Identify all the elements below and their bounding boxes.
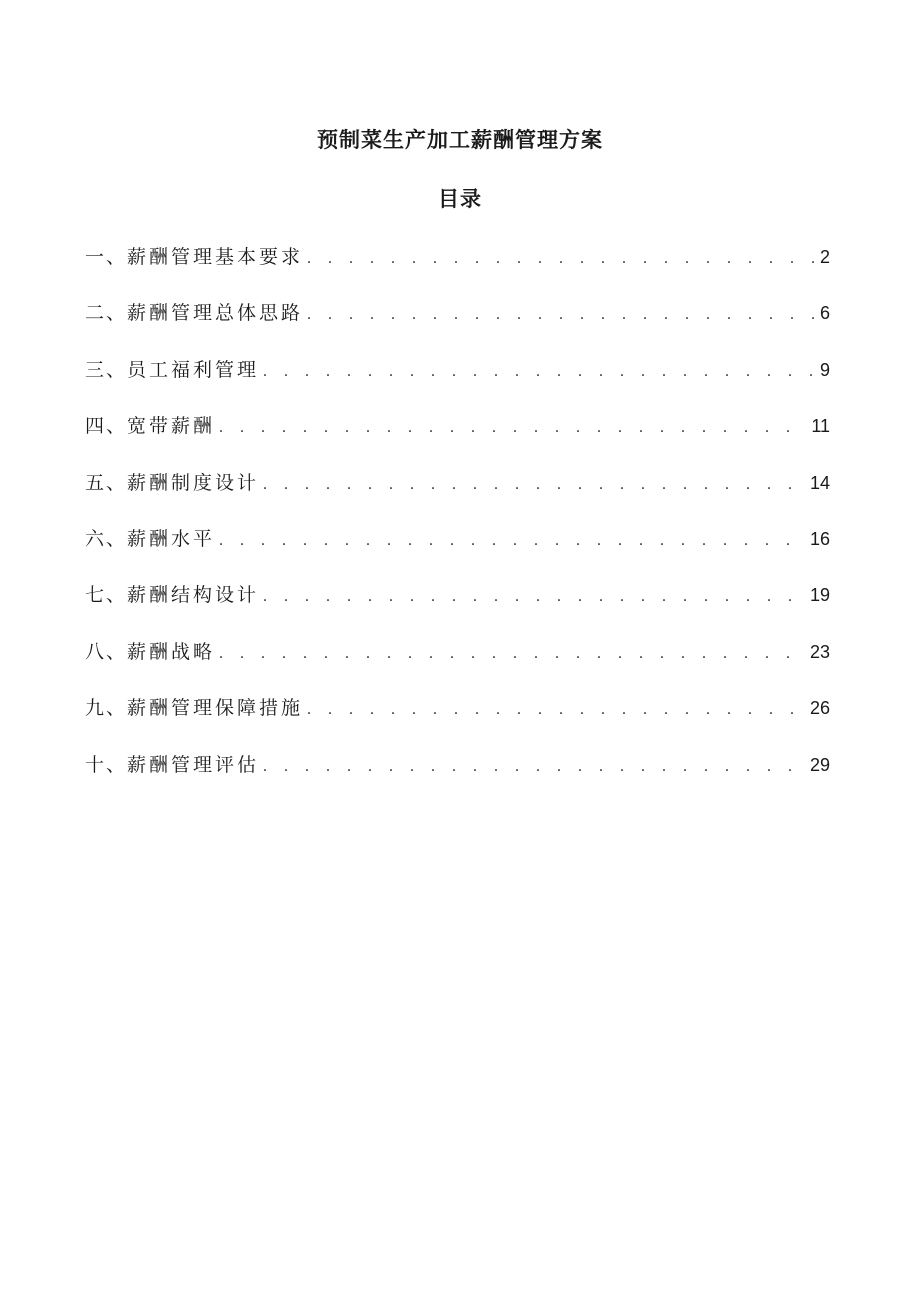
toc-entry-separator: 、 [106,527,128,550]
toc-entry-label: 薪酬结构设计 [127,584,260,607]
toc-entry[interactable] [85,298,830,354]
toc-entry-page: 2 [819,247,830,267]
toc-entry-number: 八 [85,640,107,663]
toc-dot-leader [307,695,804,725]
toc-entry[interactable] [85,355,830,411]
toc-dot-leader [263,357,814,387]
toc-entry-separator: 、 [106,640,128,663]
toc-entry-page: 16 [809,528,830,549]
toc-entry-number: 四 [85,415,107,438]
toc-entry-number: 十 [85,753,107,776]
toc-entry-label: 薪酬管理评估 [127,753,260,776]
toc-entry-separator: 、 [106,471,128,494]
toc-entry[interactable] [85,524,830,580]
toc-entry-number: 五 [85,471,107,494]
toc-entry[interactable] [85,750,830,806]
toc-entry-label: 薪酬制度设计 [127,471,260,494]
toc-entry-page: 29 [809,754,830,775]
toc-entry[interactable] [85,411,830,467]
toc-entry-number: 三 [85,358,107,381]
toc-entry-separator: 、 [106,358,128,381]
toc-entry-page: 14 [809,472,830,493]
toc-entry-number: 九 [85,697,107,720]
toc-dot-leader [307,300,814,330]
toc-entry-label: 薪酬战略 [127,640,216,663]
toc-entry-separator: 、 [106,415,128,438]
toc-dot-leader [263,470,804,500]
toc-heading: 目录 [438,187,482,211]
toc-entry-page: 26 [809,698,830,719]
toc-dot-leader [219,639,804,669]
document-title: 预制菜生产加工薪酬管理方案 [317,128,603,152]
toc-entry[interactable] [85,468,830,524]
toc-entry-separator: 、 [106,246,128,268]
toc-entry-number: 二 [85,302,107,325]
toc-entry-label: 薪酬管理基本要求 [127,246,304,268]
toc-entry-label: 薪酬水平 [127,527,216,550]
toc-dot-leader [219,413,805,443]
toc-dot-leader [307,244,814,274]
toc-entry-separator: 、 [106,302,128,325]
toc-entry-page: 23 [809,641,830,662]
toc-entry-label: 宽带薪酬 [127,415,216,438]
toc-dot-leader [219,526,804,556]
table-of-contents [85,242,830,806]
toc-entry[interactable] [85,242,830,298]
toc-entry-page: 19 [809,585,830,606]
toc-dot-leader [263,752,804,782]
toc-entry-label: 薪酬管理保障措施 [127,697,304,720]
toc-entry[interactable] [85,693,830,749]
toc-entry-number: 六 [85,527,107,550]
toc-entry-separator: 、 [106,753,128,776]
toc-dot-leader [263,582,804,612]
toc-entry[interactable] [85,637,830,693]
toc-entry-page: 9 [819,359,830,380]
toc-entry-page: 6 [819,303,830,324]
toc-entry-number: 一 [85,246,107,268]
toc-entry[interactable] [85,580,830,636]
toc-entry-separator: 、 [106,584,128,607]
toc-entry-label: 薪酬管理总体思路 [127,302,304,325]
toc-entry-label: 员工福利管理 [127,358,260,381]
toc-entry-page: 11 [811,416,830,437]
toc-entry-number: 七 [85,584,107,607]
toc-entry-separator: 、 [106,697,128,720]
